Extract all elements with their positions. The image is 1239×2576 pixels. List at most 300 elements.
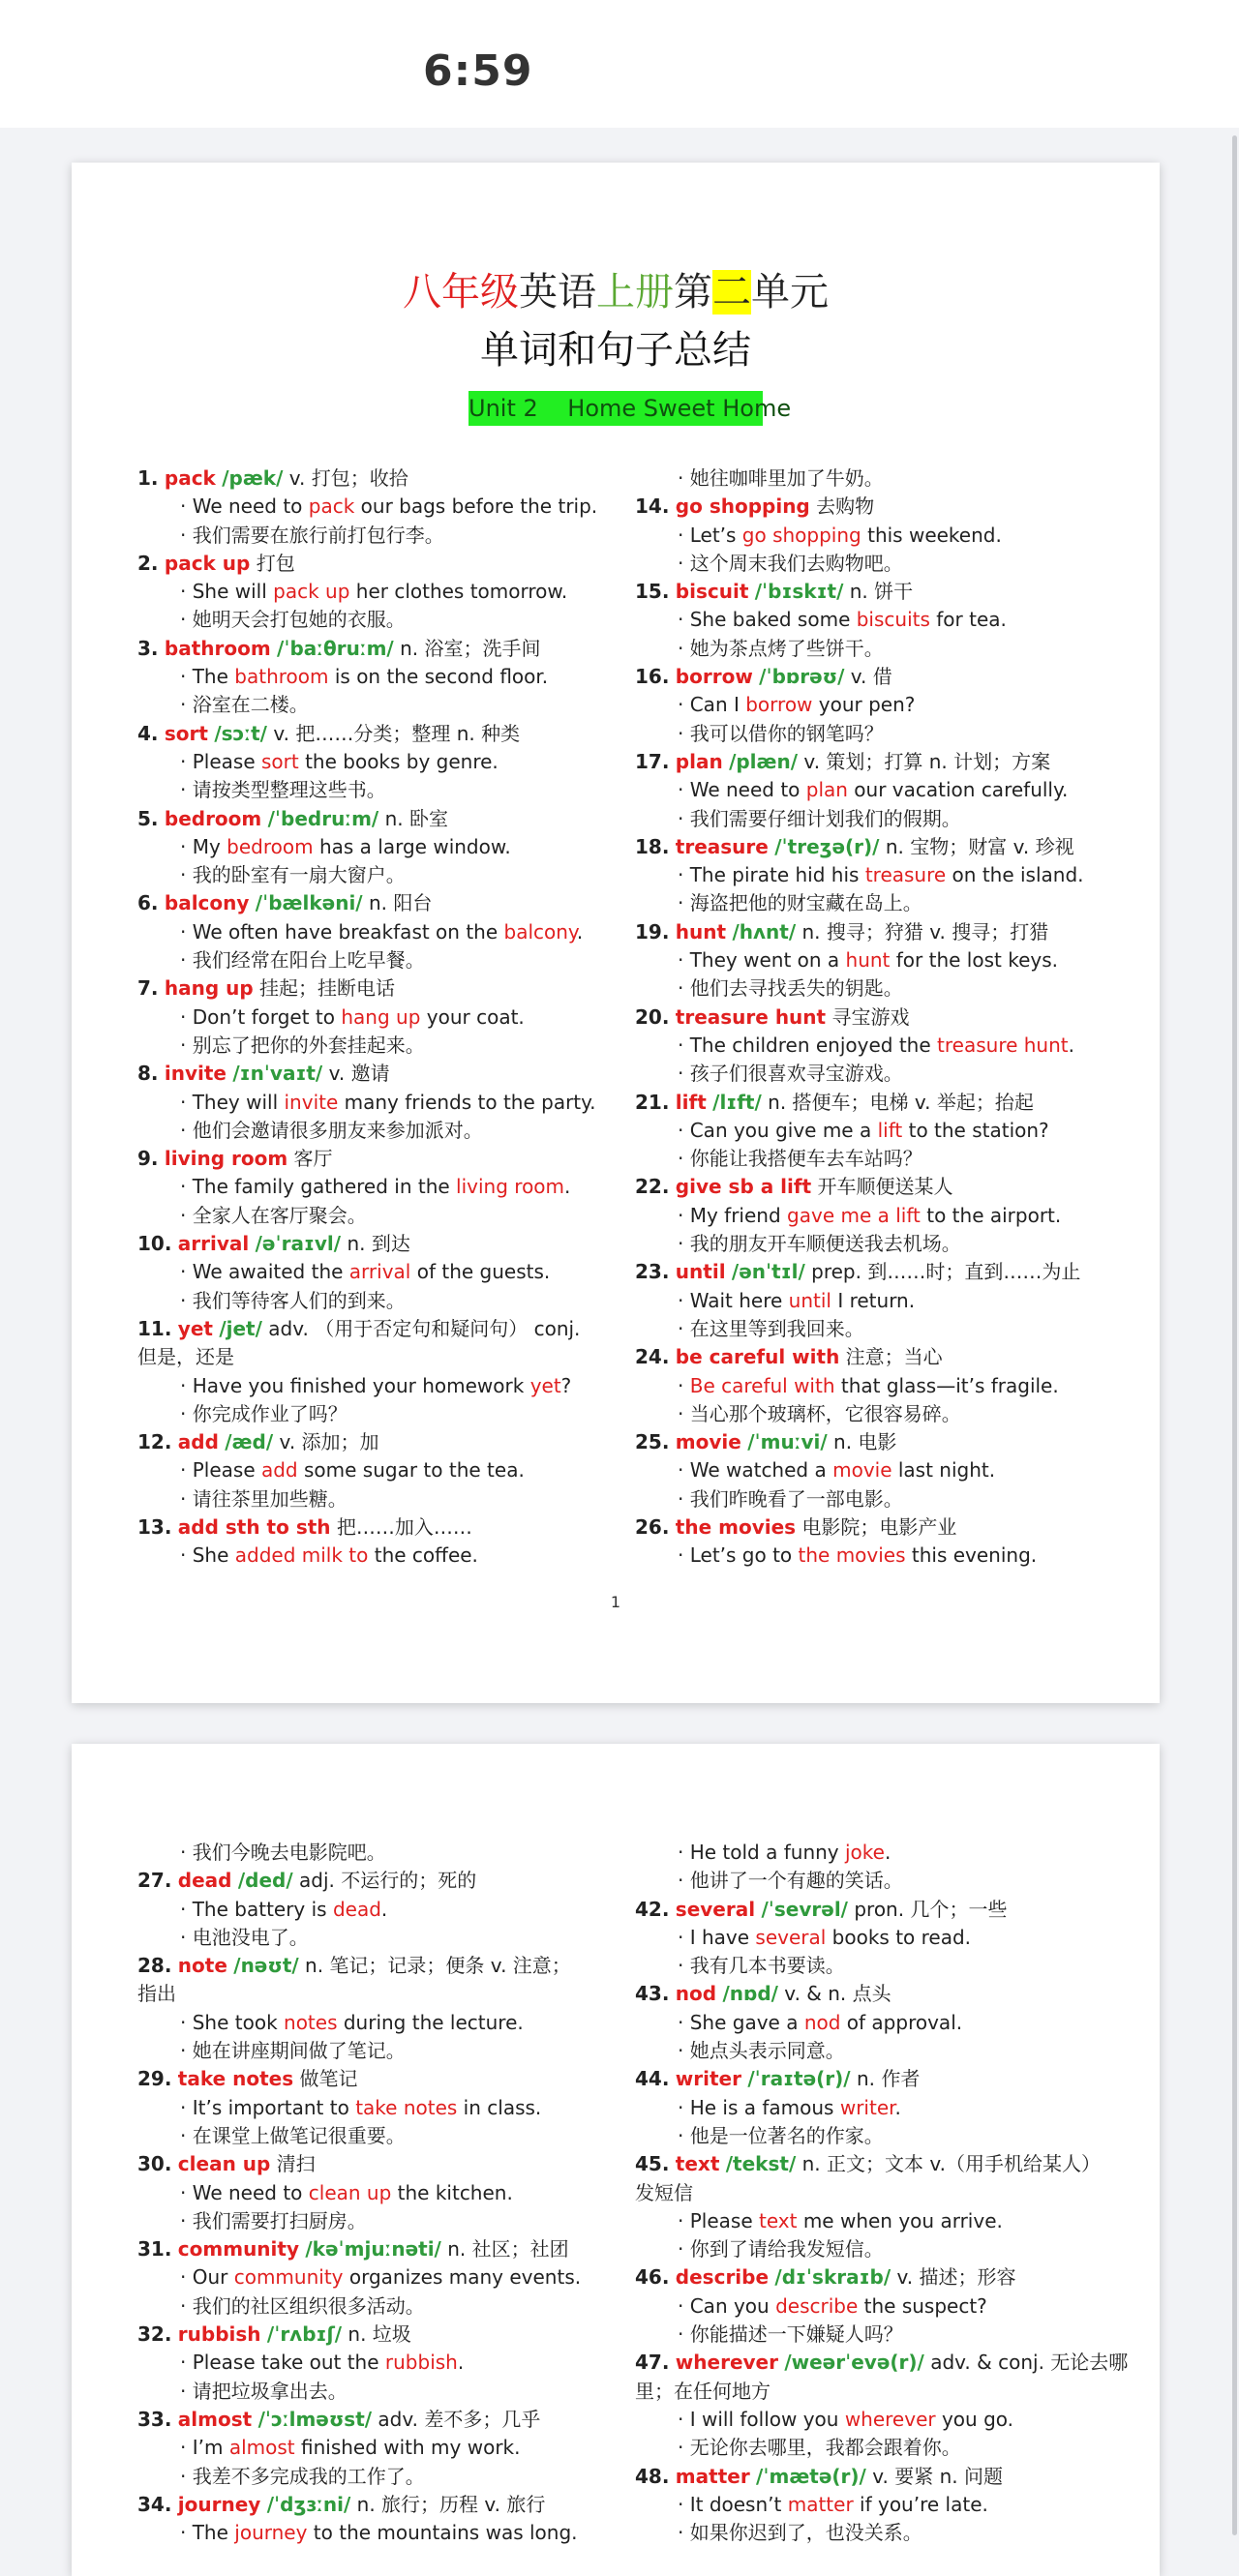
entry-number: 26. (635, 1514, 670, 1539)
example-text: We often have breakfast on the (192, 919, 504, 944)
translation-text: 我的朋友开车顺便送我去机场。 (689, 1232, 961, 1256)
vocab-entry (635, 2065, 1138, 2093)
entry-definition: n. 旅行；历程 v. 旅行 (350, 2492, 546, 2516)
example-text: Wait here (689, 1288, 789, 1312)
translation-text: 我们需要打扫厨房。 (192, 2208, 367, 2232)
entry-definition: n. 阳台 (362, 891, 433, 915)
entry-definition: n. 笔记；记录；便条 v. 注意； (298, 1954, 571, 1978)
example-translation: · 我们等待客人们的到来。 (180, 1288, 406, 1312)
example-highlight: go shopping (741, 523, 861, 547)
example-text: to the station? (902, 1118, 1049, 1142)
entry-definition: pron. 几个；一些 (847, 1897, 1008, 1921)
example-sentence: · Can you give me a lift to the station? (678, 1118, 1049, 1142)
entry-word: yet (177, 1316, 213, 1340)
example-translation: · 浴室在二楼。 (180, 693, 309, 717)
example-text: is on the second floor. (328, 665, 549, 689)
example-text: They went on a (689, 948, 846, 973)
document-page-1 (72, 163, 1160, 1703)
entry-word: living room (164, 1147, 288, 1171)
example-text: Our (192, 2265, 234, 2290)
entry-number: 47. (635, 2351, 670, 2375)
example-highlight: pack up (273, 580, 350, 604)
example-text: the coffee. (368, 1543, 478, 1568)
entry-number: 42. (635, 1897, 670, 1921)
example-translation: · 她往咖啡里加了牛奶。 (678, 466, 884, 490)
example-sentence: · Wait here until I return. (678, 1288, 916, 1312)
example-translation: · 在这里等到我回来。 (678, 1316, 864, 1340)
example-text: She will (192, 580, 274, 604)
example-sentence: · We often have breakfast on the balcony. (180, 919, 584, 944)
example-highlight: lift (877, 1118, 903, 1142)
example-text: has a large window. (313, 834, 511, 858)
example-sentence: · She gave a nod of approval. (678, 2010, 963, 2034)
example-sentence: · My bedroom has a large window. (180, 834, 511, 858)
entry-definition: n. 卧室 (378, 806, 448, 830)
example-sentence: · The battery is dead. (180, 1897, 388, 1921)
entry-phonetic: /sɔːt/ (214, 721, 267, 745)
entry-number: 2. (137, 551, 159, 575)
example-text: We watched a (689, 1458, 833, 1483)
example-text: if you’re late. (853, 2492, 988, 2516)
example-highlight: bedroom (227, 834, 314, 858)
translation-text: 他们会邀请很多朋友来参加派对。 (192, 1118, 483, 1142)
example-text: this evening. (905, 1543, 1038, 1568)
entry-word: add (177, 1430, 219, 1454)
example-text: Please (192, 1458, 261, 1483)
example-text: of the guests. (410, 1260, 551, 1284)
example-highlight: the movies (798, 1543, 906, 1568)
entry-definition: adj. 不运行的；死的 (292, 1869, 477, 1893)
example-highlight: bathroom (234, 665, 329, 689)
entry-definition: n. 电影 (827, 1430, 897, 1454)
entry-word: writer (675, 2067, 741, 2091)
example-text: The children enjoyed the (689, 1033, 938, 1057)
entry-number: 32. (137, 2322, 172, 2347)
example-translation: · 请按类型整理这些书。 (180, 778, 386, 802)
status-bar (0, 0, 1239, 128)
entry-phonetic: /pæk/ (222, 466, 284, 490)
example-text: The pirate hid his (689, 863, 865, 887)
example-text: The family gathered in the (192, 1175, 457, 1199)
example-text: She (192, 1543, 235, 1568)
page2-left-column (137, 1839, 621, 2547)
example-text: her clothes tomorrow. (349, 580, 568, 604)
entry-number: 12. (137, 1430, 172, 1454)
example-highlight: yet (529, 1373, 561, 1397)
translation-text: 她为茶点烤了些饼干。 (689, 636, 884, 660)
entry-word: take notes (177, 2067, 294, 2091)
example-text: ? (560, 1373, 572, 1397)
vocab-entry (635, 748, 1138, 776)
entry-word: movie (675, 1430, 741, 1454)
example-text: organizes many events. (343, 2265, 582, 2290)
example-sentence: · I have several books to read. (678, 1925, 972, 1949)
entry-definition: adv. & conj. 无论去哪 (923, 2351, 1129, 2375)
example-text: you go. (935, 2407, 1014, 2431)
scrollbar[interactable] (1232, 135, 1237, 2535)
entry-word: treasure hunt (675, 1004, 827, 1029)
entry-word: lift (675, 1090, 707, 1114)
example-sentence: · It’s important to take notes in class. (180, 2095, 542, 2119)
vocab-entry (635, 1896, 1138, 1924)
vocab-entry (137, 1230, 621, 1258)
example-highlight: biscuits (856, 608, 930, 632)
entry-definition: adv. 差不多；几乎 (372, 2407, 541, 2431)
entry-definition: v. 要紧 n. 问题 (865, 2464, 1003, 2488)
vocab-entry (137, 2150, 621, 2178)
translation-text: 我们等待客人们的到来。 (192, 1288, 406, 1312)
example-text: some sugar to the tea. (297, 1458, 525, 1483)
entry-word: describe (675, 2265, 770, 2290)
example-sentence: · I will follow you wherever you go. (678, 2407, 1014, 2431)
example-translation: · 在课堂上做笔记很重要。 (180, 2123, 406, 2147)
entry-phonetic: /ˈbaːθruːm/ (277, 636, 394, 660)
example-text: . (1068, 1033, 1074, 1057)
translation-text: 这个周末我们去购物吧。 (689, 551, 903, 575)
example-text: The battery is (192, 1897, 333, 1921)
example-text: It’s important to (192, 2095, 356, 2119)
translation-text: 她点头表示同意。 (689, 2039, 845, 2063)
vocab-entry (635, 1173, 1138, 1201)
entry-number: 8. (137, 1062, 159, 1086)
example-text: to the mountains was long. (307, 2521, 578, 2545)
entry-phonetic: /nəʊt/ (233, 1954, 299, 1978)
translation-text: 当心那个玻璃杯，它很容易碎。 (689, 1401, 961, 1425)
translation-text: 我们经常在阳台上吃早餐。 (192, 948, 425, 973)
example-translation: · 他讲了一个有趣的笑话。 (678, 1869, 903, 1893)
entry-word: note (177, 1954, 227, 1978)
translation-text: 我们需要仔细计划我们的假期。 (689, 806, 961, 830)
example-highlight: wherever (844, 2407, 936, 2431)
example-highlight: text (758, 2208, 798, 2232)
example-sentence: · We need to plan our vacation carefully. (678, 778, 1069, 802)
title-term: 上册 (596, 270, 674, 315)
example-sentence: · Have you finished your homework yet? (180, 1373, 572, 1397)
entry-phonetic: /nɒd/ (722, 1982, 778, 2006)
example-text: The (192, 665, 235, 689)
entry-number: 7. (137, 976, 159, 1001)
example-text: My friend (689, 1203, 788, 1227)
example-text: our vacation carefully. (847, 778, 1069, 802)
entry-word: bedroom (164, 806, 262, 830)
example-highlight: Be careful with (689, 1373, 835, 1397)
example-text: They will (192, 1090, 285, 1114)
example-text: that glass—it’s fragile. (834, 1373, 1059, 1397)
vocab-entry (635, 663, 1138, 691)
vocab-entry (137, 1315, 621, 1343)
status-time: 6:59 (423, 46, 533, 96)
entry-number: 46. (635, 2265, 670, 2290)
entry-number: 19. (635, 919, 670, 944)
entry-phonetic: /kəˈmjuːnəti/ (305, 2237, 441, 2261)
example-sentence: · My friend gave me a lift to the airport. (678, 1203, 1062, 1227)
continuation-text: 里；在任何地方 (635, 2379, 771, 2403)
entry-phonetic: /ˈrʌbɪʃ/ (266, 2322, 343, 2347)
example-text: The (192, 2521, 235, 2545)
example-highlight: borrow (745, 693, 813, 717)
entry-number: 18. (635, 834, 670, 858)
example-sentence: · The bathroom is on the second floor. (180, 665, 549, 689)
translation-text: 如果你迟到了，也没关系。 (689, 2521, 922, 2545)
example-text: He is a famous (689, 2095, 840, 2119)
example-translation: · 我们需要在旅行前打包行李。 (180, 523, 444, 547)
entry-definition: v. & n. 点头 (777, 1982, 891, 2006)
entry-number: 4. (137, 721, 159, 745)
entry-word: borrow (675, 665, 753, 689)
example-sentence: · Please take out the rubbish. (180, 2351, 465, 2375)
vocab-entry (635, 2463, 1138, 2491)
document-title (72, 267, 1160, 317)
example-highlight: living room (456, 1175, 565, 1199)
translation-text: 你完成作业了吗？ (192, 1401, 348, 1425)
entry-phonetic: /əˈraɪvl/ (255, 1232, 342, 1256)
translation-text: 请把垃圾拿出去。 (192, 2379, 348, 2403)
example-sentence: · The pirate hid his treasure on the island. (678, 863, 1084, 887)
entry-number: 24. (635, 1345, 670, 1369)
entry-phonetic: /ˈraɪtə(r)/ (747, 2067, 851, 2091)
example-translation: · 如果你迟到了，也没关系。 (678, 2521, 922, 2545)
vocab-entry (137, 720, 621, 748)
example-translation: · 你能描述一下嫌疑人吗？ (678, 2322, 903, 2347)
example-text: to the airport. (920, 1203, 1062, 1227)
example-text: We need to (192, 2180, 309, 2204)
example-text: Can you give me a (689, 1118, 878, 1142)
entry-definition: v. 邀请 (322, 1062, 390, 1086)
example-text: your pen? (812, 693, 916, 717)
definition-continuation (635, 2378, 1138, 2406)
example-sentence: · She added milk to the coffee. (180, 1543, 478, 1568)
entry-word: text (675, 2152, 720, 2176)
entry-word: be careful with (675, 1345, 840, 1369)
entry-number: 43. (635, 1982, 670, 2006)
entry-definition: v. 把……分类；整理 n. 种类 (266, 721, 521, 745)
example-highlight: arrival (348, 1260, 411, 1284)
entry-definition: n. 搜寻；狩猎 v. 搜寻；打猎 (796, 919, 1049, 944)
entry-definition: 做笔记 (293, 2067, 358, 2091)
example-text: Please (192, 749, 261, 773)
example-translation: · 请往茶里加些糖。 (180, 1486, 348, 1511)
entry-word: biscuit (675, 580, 749, 604)
vocab-entry (635, 1513, 1138, 1542)
entry-definition: 去购物 (809, 494, 875, 519)
definition-continuation (635, 2179, 1138, 2207)
example-highlight: until (788, 1288, 831, 1312)
entry-word: sort (164, 721, 208, 745)
example-sentence: · Please text me when you arrive. (678, 2208, 1003, 2232)
entry-definition: v. 策划；打算 n. 计划；方案 (798, 749, 1051, 773)
entry-phonetic: /ˈtreʒə(r)/ (774, 834, 880, 858)
example-sentence: · She took notes during the lecture. (180, 2010, 524, 2034)
entry-word: wherever (675, 2351, 778, 2375)
entry-phonetic: /lɪft/ (712, 1090, 762, 1114)
translation-text: 我差不多完成我的工作了。 (192, 2464, 425, 2488)
document-subtitle: 单词和句子总结 (480, 328, 751, 373)
example-highlight: rubbish (384, 2351, 458, 2375)
example-sentence: · Can I borrow your pen? (678, 693, 916, 717)
example-translation: · 请把垃圾拿出去。 (180, 2379, 348, 2403)
entry-number: 44. (635, 2067, 670, 2091)
page-number: 1 (610, 1593, 621, 1611)
entry-word: almost (177, 2407, 253, 2431)
example-translation: · 你完成作业了吗？ (180, 1401, 348, 1425)
example-highlight: almost (228, 2436, 295, 2460)
example-text: Have you finished your homework (192, 1373, 530, 1397)
entry-word: plan (675, 749, 723, 773)
example-highlight: pack (308, 494, 355, 519)
vocab-entry (635, 1258, 1138, 1286)
example-text: Let’s (689, 523, 742, 547)
entry-word: give sb a lift (675, 1175, 812, 1199)
example-sentence: · The journey to the mountains was long. (180, 2521, 578, 2545)
example-text: We awaited the (192, 1260, 349, 1284)
entry-phonetic: /ˈdʒɜːni/ (266, 2492, 351, 2516)
entry-number: 31. (137, 2237, 172, 2261)
vocab-entry (635, 2263, 1138, 2291)
entry-word: hunt (675, 919, 727, 944)
entry-definition: n. 浴室；洗手间 (393, 636, 541, 660)
translation-text: 无论你去哪里，我都会跟着你。 (689, 2436, 961, 2460)
entry-definition: 开车顺便送某人 (811, 1175, 953, 1199)
vocab-entry (635, 2150, 1138, 2178)
vocab-entry (137, 974, 621, 1003)
page2-right-column (635, 1839, 1138, 2547)
example-text: I return. (831, 1288, 916, 1312)
entry-phonetic: /plæn/ (729, 749, 799, 773)
example-text: I’m (192, 2436, 229, 2460)
entry-number: 1. (137, 466, 159, 490)
translation-text: 我可以借你的钢笔吗？ (689, 721, 884, 745)
example-text: I have (689, 1925, 756, 1949)
entry-word: journey (177, 2492, 261, 2516)
entry-phonetic: /tekst/ (725, 2152, 797, 2176)
entry-phonetic: /weərˈevə(r)/ (784, 2351, 924, 2375)
entry-definition: n. 正文；文本 v.（用手机给某人） (796, 2152, 1101, 2176)
example-text: . (457, 2351, 465, 2375)
example-sentence: · They went on a hunt for the lost keys. (678, 948, 1058, 973)
example-text: We need to (192, 494, 309, 519)
example-translation: · 我们昨晚看了一部电影。 (678, 1486, 903, 1511)
entry-number: 25. (635, 1430, 670, 1454)
example-text: the kitchen. (391, 2180, 513, 2204)
example-sentence: · We need to pack our bags before the trip. (180, 494, 598, 519)
entry-number: 5. (137, 806, 159, 830)
entry-number: 20. (635, 1004, 670, 1029)
entry-definition: n. 社区；社团 (440, 2237, 569, 2261)
entry-number: 33. (137, 2407, 172, 2431)
entry-phonetic: /jet/ (219, 1316, 262, 1340)
example-translation: · 你能让我搭便车去车站吗？ (678, 1147, 922, 1171)
vocab-entry (137, 1145, 621, 1173)
example-highlight: sort (260, 749, 299, 773)
example-highlight: describe (775, 2293, 859, 2318)
entry-definition: 客厅 (287, 1147, 333, 1171)
example-highlight: community (233, 2265, 344, 2290)
title-subject: 英语 (519, 270, 596, 315)
example-text: Can I (689, 693, 746, 717)
example-text: last night. (891, 1458, 996, 1483)
title-ordinal-prefix: 第 (674, 270, 712, 315)
example-text: She gave a (689, 2010, 804, 2034)
entry-number: 29. (137, 2067, 172, 2091)
entry-number: 14. (635, 494, 670, 519)
entry-number: 13. (137, 1514, 172, 1539)
entry-word: pack up (164, 551, 251, 575)
example-sentence: · We awaited the arrival of the guests. (180, 1260, 551, 1284)
translation-text: 浴室在二楼。 (192, 693, 309, 717)
document-page-2 (72, 1744, 1160, 2576)
entry-definition: 打包 (250, 551, 295, 575)
example-translation: · 她为茶点烤了些饼干。 (678, 636, 884, 660)
example-highlight: added milk to (234, 1543, 369, 1568)
vocab-entry (137, 1428, 621, 1456)
entry-definition: 把……加入…… (330, 1514, 472, 1539)
example-text: on the island. (946, 863, 1084, 887)
entry-phonetic: /ˈsevrəl/ (761, 1897, 848, 1921)
example-translation: · 我的朋友开车顺便送我去机场。 (678, 1232, 961, 1256)
entry-phonetic: /ˈbedruːm/ (267, 806, 379, 830)
example-highlight: gave me a lift (787, 1203, 921, 1227)
title-unit-word: 单元 (751, 270, 829, 315)
entry-definition: v. 添加；加 (273, 1430, 379, 1454)
example-sentence: · The family gathered in the living room. (180, 1175, 571, 1199)
example-highlight: clean up (308, 2180, 392, 2204)
example-translation: · 你到了请给我发短信。 (678, 2237, 884, 2261)
page1-right-column (635, 464, 1138, 1571)
vocab-entry (137, 550, 621, 578)
vocab-entry (635, 1089, 1138, 1117)
example-sentence: · Our community organizes many events. (180, 2265, 582, 2290)
example-text: . (884, 1841, 891, 1864)
example-highlight: movie (832, 1458, 892, 1483)
example-text: Please take out the (192, 2351, 385, 2375)
translation-text: 你能让我搭便车去车站吗？ (689, 1147, 922, 1171)
page1-left-column (137, 464, 621, 1571)
entry-phonetic: /ˈmuːvi/ (747, 1430, 828, 1454)
entry-number: 23. (635, 1260, 670, 1284)
example-text: Can you (689, 2293, 776, 2318)
entry-definition: 挂起；挂断电话 (253, 976, 396, 1001)
entry-number: 17. (635, 749, 670, 773)
example-text: . (576, 919, 584, 944)
example-highlight: hunt (845, 948, 891, 973)
translation-text: 在这里等到我回来。 (689, 1316, 864, 1340)
example-highlight: plan (805, 778, 848, 802)
entry-phonetic: /ˈbɒrəʊ/ (759, 665, 845, 689)
vocab-entry (137, 2491, 621, 2519)
example-sentence: · Don’t forget to hang up your coat. (180, 1004, 525, 1029)
vocab-entry (635, 1003, 1138, 1032)
entry-word: clean up (177, 2152, 271, 2176)
translation-text: 她往咖啡里加了牛奶。 (689, 466, 884, 490)
entry-phonetic: /ded/ (237, 1869, 293, 1893)
vocab-entry (137, 1952, 621, 1980)
entry-word: the movies (675, 1514, 797, 1539)
example-sentence: · We need to clean up the kitchen. (180, 2180, 513, 2204)
entry-word: until (675, 1260, 726, 1284)
translation-text: 请往茶里加些糖。 (192, 1486, 348, 1511)
entry-number: 11. (137, 1316, 172, 1340)
entry-number: 27. (137, 1869, 172, 1893)
vocab-entry (635, 918, 1138, 946)
entry-word: add sth to sth (177, 1514, 331, 1539)
vocab-entry (137, 635, 621, 663)
entry-number: 10. (137, 1232, 172, 1256)
example-translation: · 我们今晚去电影院吧。 (180, 1841, 386, 1864)
example-sentence: · The children enjoyed the treasure hunt. (678, 1033, 1074, 1057)
entry-definition: v. 描述；形容 (891, 2265, 1016, 2290)
example-translation: · 我们需要仔细计划我们的假期。 (678, 806, 961, 830)
example-text: your coat. (420, 1004, 525, 1029)
